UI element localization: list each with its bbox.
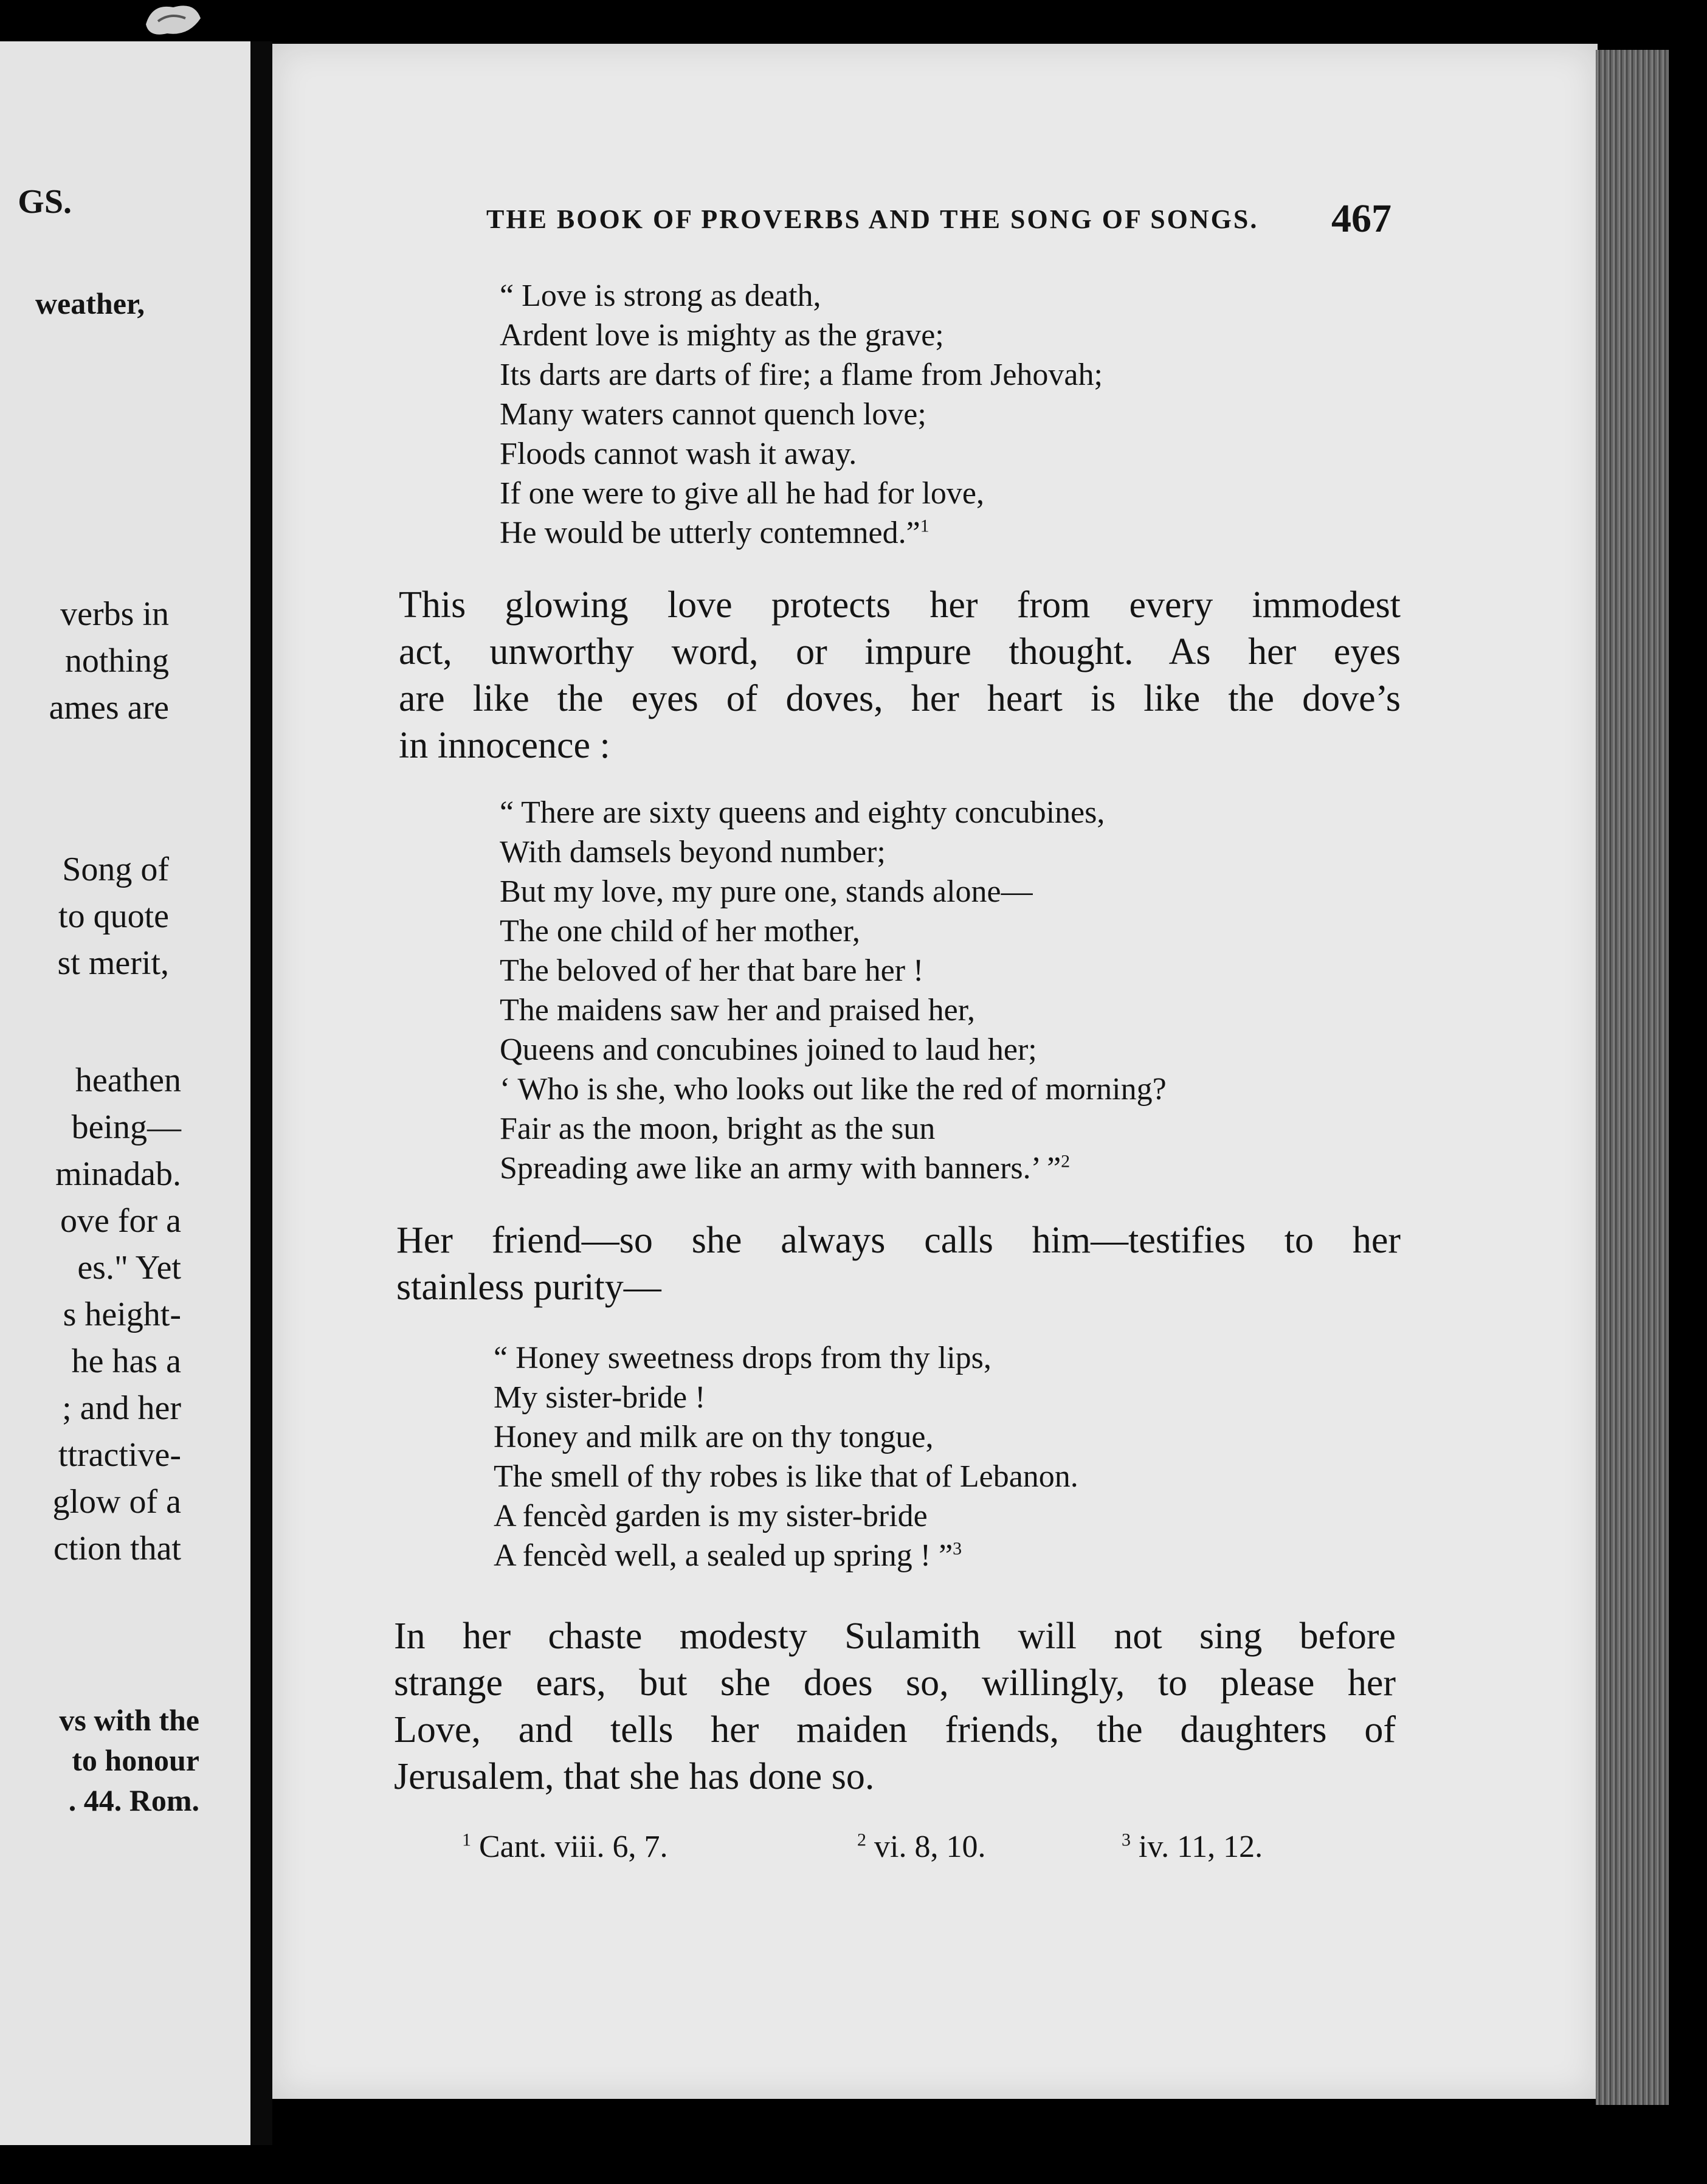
prose-line: stainless purity—: [396, 1267, 661, 1308]
verse-line: He would be utterly contemned.”$^1$: [500, 516, 929, 550]
prose-line: Love, and tells her maiden friends, the daughters of: [394, 1709, 1396, 1750]
verse-line: The maidens saw her and praised her,: [500, 993, 975, 1028]
prose-line: In her chaste modesty Sulamith will not sing before: [394, 1616, 1396, 1657]
verse-line: Ardent love is mighty as the grave;: [500, 318, 944, 353]
verse-line: Spreading awe like an army with banners.’ ”$^2$: [500, 1151, 1071, 1186]
prose-line: strange ears, but she does so, willingly, to please her: [394, 1662, 1396, 1704]
paragraph-glowing-love: [399, 582, 1401, 769]
verse-line: The one child of her mother,: [500, 914, 860, 949]
prose-line: This glowing love protects her from every immodest: [399, 584, 1401, 626]
left-page-line: ove for a: [60, 1202, 181, 1240]
verse-line: Queens and concubines joined to laud her;: [500, 1032, 1037, 1067]
left-page-line: Song of: [62, 851, 169, 888]
verse-line: With damsels beyond number;: [500, 835, 886, 869]
left-page-line: GS.: [18, 183, 72, 221]
left-page-line: heathen: [75, 1062, 181, 1099]
verse-line: The beloved of her that bare her !: [500, 953, 924, 988]
prose-line: act, unworthy word, or impure thought. As her eyes: [399, 631, 1401, 672]
left-page-line: he has a: [71, 1343, 181, 1380]
left-page-line: to honour: [72, 1743, 199, 1777]
left-facing-page: [0, 41, 250, 2145]
verse-line: But my love, my pure one, stands alone—: [500, 874, 1033, 909]
verse-love-strong-as-death: [500, 276, 1103, 553]
verse-line: Fair as the moon, bright as the sun: [500, 1111, 936, 1146]
left-page-line: ttractive-: [58, 1436, 181, 1474]
verse-line: A fencèd garden is my sister-bride: [494, 1499, 928, 1533]
left-page-line: vs with the: [59, 1703, 199, 1737]
left-page-line: weather,: [35, 286, 145, 320]
footnote-2: $^2$ vi. 8, 10.: [857, 1830, 986, 1864]
left-page-line: being—: [71, 1108, 181, 1146]
prose-line: are like the eyes of doves, her heart is like the dove’s: [399, 678, 1401, 719]
paragraph-her-friend: [396, 1217, 1401, 1311]
left-page-line: to quote: [58, 897, 169, 935]
verse-sixty-queens: [500, 793, 1167, 1188]
left-page-line: ction that: [53, 1530, 181, 1567]
verse-line: A fencèd well, a sealed up spring ! ”$^3$: [494, 1538, 962, 1573]
verse-line: Honey and milk are on thy tongue,: [494, 1420, 934, 1454]
verse-line: Many waters cannot quench love;: [500, 397, 926, 432]
running-head: THE BOOK OF PROVERBS AND THE SONG OF SONGS.: [486, 204, 1259, 234]
left-page-line: glow of a: [52, 1483, 181, 1521]
verse-line: Floods cannot wash it away.: [500, 437, 857, 471]
left-page-line: es." Yet: [77, 1249, 181, 1287]
page-edges: [1596, 50, 1669, 2105]
verse-line: “ Honey sweetness drops from thy lips,: [494, 1341, 991, 1375]
paragraph-chaste-modesty: [394, 1613, 1396, 1800]
left-page-line: s height-: [63, 1296, 181, 1333]
verse-line: ‘ Who is she, who looks out like the red of morning?: [500, 1072, 1167, 1107]
prose-line: Her friend—so she always calls him—testifies to her: [396, 1220, 1401, 1261]
prose-line: Jerusalem, that she has done so.: [394, 1756, 875, 1797]
footnote-3: $^3$ iv. 11, 12.: [1122, 1830, 1263, 1864]
footnote-reference: 3: [953, 1538, 962, 1559]
left-page-line: . 44. Rom.: [68, 1783, 199, 1817]
prose-line: in innocence :: [399, 725, 610, 766]
footnote-1: $^1$ Cant. viii. 6, 7.: [462, 1830, 668, 1864]
left-page-line: ; and her: [62, 1389, 181, 1427]
left-page-line: st merit,: [57, 944, 169, 982]
left-page-line: minadab.: [55, 1155, 181, 1193]
verse-line: If one were to give all he had for love,: [500, 476, 985, 511]
verse-line: My sister-bride !: [494, 1380, 706, 1415]
left-page-line: ames are: [49, 689, 169, 727]
verse-line: “ Love is strong as death,: [500, 278, 821, 313]
page-corner-fragment: [140, 0, 207, 43]
footnote-reference: 1: [920, 516, 929, 536]
left-page-line: verbs in: [60, 595, 169, 633]
left-page-line: nothing: [64, 642, 169, 680]
verse-line: The smell of thy robes is like that of Lebanon.: [494, 1459, 1078, 1494]
footnote-reference: 2: [1061, 1151, 1071, 1172]
verse-line: Its darts are darts of fire; a flame from Jehovah;: [500, 358, 1103, 392]
book-gutter: [250, 41, 272, 2145]
page-number: 467: [1331, 196, 1391, 241]
verse-line: “ There are sixty queens and eighty concubines,: [500, 795, 1105, 830]
verse-honey-sweetness: [494, 1338, 1078, 1575]
